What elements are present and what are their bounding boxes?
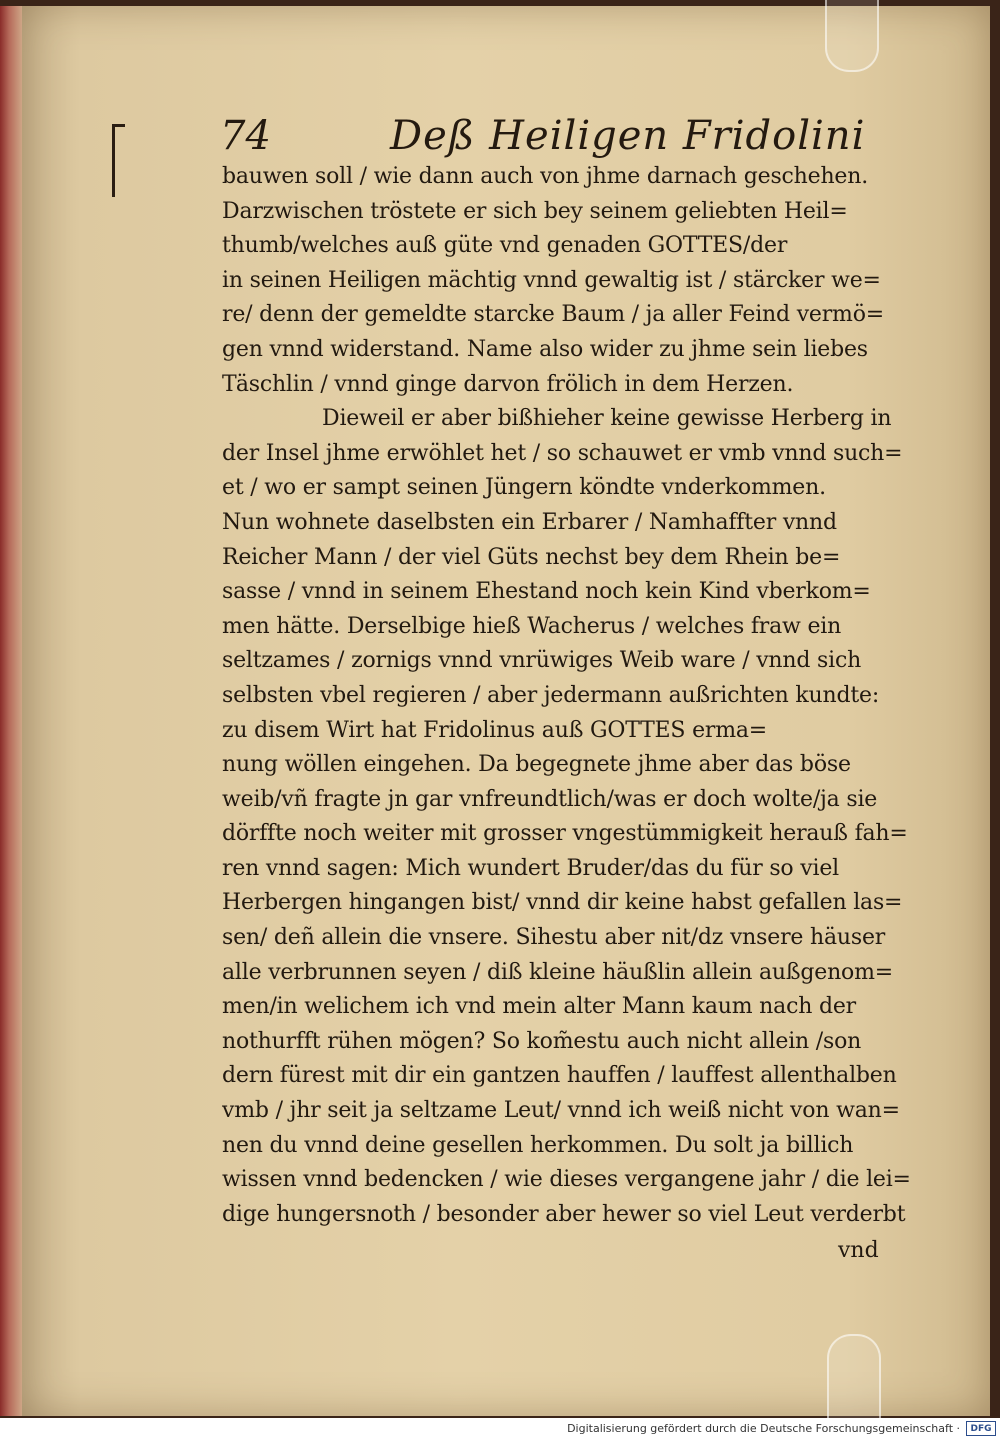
page-number: 74 [220, 113, 271, 159]
text-line: Dieweil er aber bißhieher keine gewisse Herberg in [322, 406, 892, 432]
text-line: dige hungersnoth / besonder aber hewer so viel Leut verderbt [222, 1201, 906, 1227]
text-line: men hätte. Derselbige hieß Wacherus / welches fraw ein [222, 613, 842, 639]
page-clip-bottom [827, 1334, 881, 1420]
text-line: alle verbrunnen seyen / diß kleine häußlin allein außgenom= [222, 959, 893, 985]
text-line: men/in welichem ich vnd mein alter Mann kaum nach der [222, 994, 856, 1020]
text-line: et / wo er sampt seinen Jüngern köndte vnderkommen. [222, 475, 826, 501]
text-line: Täschlin / vnnd ginge darvon frölich in dem Herzen. [222, 371, 794, 397]
text-line: Darzwischen tröstete er sich bey seinem geliebten Heil= [222, 198, 848, 224]
text-line: vmb / jhr seit ja seltzame Leut/ vnnd ich weiß nicht von wan= [222, 1098, 900, 1124]
text-line: der Insel jhme erwöhlet het / so schauwet er vmb vnnd such= [222, 440, 903, 466]
text-line: nothurfft rühen mögen? So kom̃estu auch nicht allein /son [222, 1028, 862, 1054]
text-line: zu disem Wirt hat Fridolinus auß GOTTES erma= [222, 717, 768, 743]
margin-bracket [112, 124, 125, 197]
text-line: bauwen soll / wie dann auch von jhme darnach geschehen. [222, 164, 869, 189]
text-line: Reicher Mann / der viel Güts nechst bey dem Rhein be= [222, 544, 841, 570]
text-line: dern fürest mit dir ein gantzen hauffen / lauffest allenthalben [222, 1063, 897, 1089]
text-line: thumb/welches auß güte vnd genaden GOTTES/der [222, 233, 788, 259]
text-line: sasse / vnnd in seinem Ehestand noch kein Kind vberkom= [222, 579, 871, 605]
text-line: ren vnnd sagen: Mich wundert Bruder/das du für so viel [222, 855, 839, 881]
text-line: wissen vnnd bedencken / wie dieses vergangene jahr / die lei= [222, 1167, 911, 1193]
text-line: re/ denn der gemeldte starcke Baum / ja aller Feind vermö= [222, 302, 884, 328]
dfg-logo: DFG [966, 1421, 996, 1436]
text-line: Herbergen hingangen bist/ vnnd dir keine habst gefallen las= [222, 890, 903, 916]
text-line: in seinen Heiligen mächtig vnnd gewaltig ist / stärcker we= [222, 267, 881, 293]
text-line: selbsten vbel regieren / aber jedermann außrichten kundte: [222, 682, 880, 708]
funding-credit: Digitalisierung gefördert durch die Deutsche Forschungsgemeinschaft · [567, 1422, 960, 1435]
text-line: dörffte noch weiter mit grosser vngestümmigkeit herauß fah= [222, 821, 908, 847]
text-line: sen/ deñ allein die vnsere. Sihestu aber nit/dz vnsere häuser [222, 925, 886, 951]
footer-bar [0, 1418, 1000, 1440]
text-line: nung wöllen eingehen. Da begegnete jhme aber das böse [222, 752, 851, 778]
running-head [220, 112, 910, 160]
running-head-title: Deß Heiligen Fridolini [390, 113, 866, 159]
text-line: gen vnnd widerstand. Name also wider zu jhme sein liebes [222, 336, 868, 362]
page-clip-top [825, 0, 879, 72]
text-line: nen du vnnd deine gesellen herkommen. Du solt ja billich [222, 1132, 854, 1158]
text-line: Nun wohnete daselbsten ein Erbarer / Namhaffter vnnd [222, 509, 837, 535]
text-line: seltzames / zornigs vnnd vnrüwiges Weib ware / vnnd sich [222, 648, 862, 674]
body-text [222, 160, 912, 1232]
text-line: weib/vñ fragte jn gar vnfreundtlich/was er doch wolte/ja sie [222, 786, 878, 812]
catchword: vnd [838, 1238, 879, 1263]
